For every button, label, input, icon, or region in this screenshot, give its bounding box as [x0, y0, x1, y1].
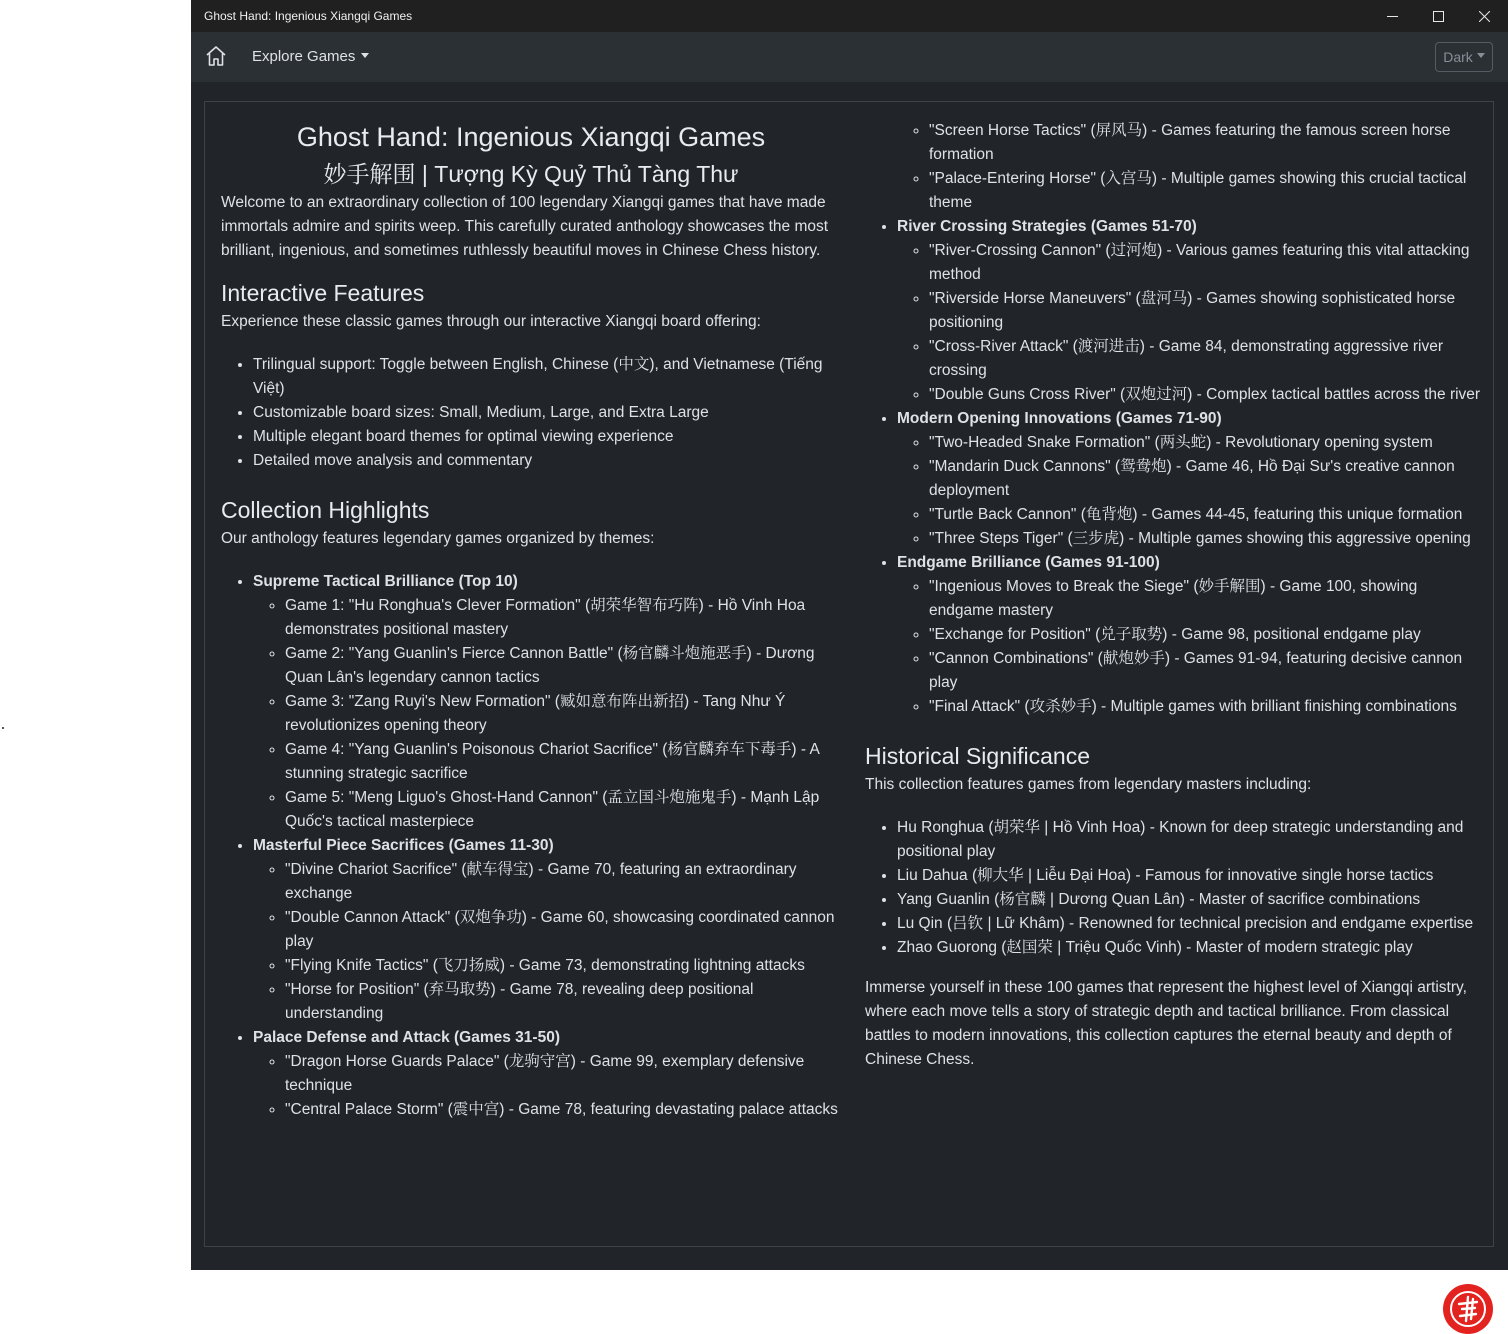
highlight-item: ◦ "Turtle Back Cannon" (龟背炮) - Games 44-45, featuring this unique formation — [929, 503, 1485, 527]
highlight-item: ◦ Game 5: "Meng Liguo's Ghost-Hand Cannon" (孟立国斗炮施鬼手) - Mạnh Lập Quốc's tactical masterpiece — [285, 786, 841, 834]
page-subtitle: 妙手解围 | Tượng Kỳ Quỷ Thủ Tàng Thư — [323, 161, 739, 187]
highlight-group-title: Supreme Tactical Brilliance (Top 10) — [253, 573, 518, 590]
highlight-item: ◦ "Horse for Position" (弃马取势) - Game 78, revealing deep positional understanding — [285, 978, 841, 1026]
highlight-item: ◦ "Double Cannon Attack" (双炮争功) - Game 60, showcasing coordinated cannon play — [285, 906, 841, 954]
page-title: Ghost Hand: Ingenious Xiangqi Games — [296, 122, 766, 152]
maximize-button[interactable] — [1415, 0, 1461, 32]
theme-label: Dark — [1443, 49, 1473, 65]
highlight-item: ◦ "Flying Knife Tactics" (飞刀扬威) - Game 73, demonstrating lightning attacks — [285, 954, 841, 978]
highlight-item: ◦ Game 2: "Yang Guanlin's Fierce Cannon Battle" (杨官麟斗炮施恶手) - Dương Quan Lân's legendary cannon tactics — [285, 642, 841, 690]
highlight-item: ◦ "Cross-River Attack" (渡河进击) - Game 84, demonstrating aggressive river crossing — [929, 335, 1485, 383]
title-bar — [191, 0, 1508, 32]
theme-dropdown-button[interactable] — [1435, 42, 1493, 72]
window-title: Ghost Hand: Ingenious Xiangqi Games — [204, 9, 413, 23]
maximize-icon — [1433, 11, 1444, 22]
feature-item: • Trilingual support: Toggle between English, Chinese (中文), and Vietnamese (Tiếng Việt) — [253, 353, 841, 401]
highlight-item: ◦ "Central Palace Storm" (震中宫) - Game 78, featuring devastating palace attacks — [285, 1098, 841, 1122]
highlights-heading: Collection Highlights — [221, 497, 430, 523]
minimize-button[interactable] — [1369, 0, 1415, 32]
highlight-group-continued — [897, 119, 1485, 215]
master-item: • Hu Ronghua (胡荣华 | Hồ Vinh Hoa) - Known for deep strategic understanding and positional play — [897, 816, 1485, 864]
highlight-sublist — [897, 119, 1485, 215]
highlight-item: ◦ "Exchange for Position" (兑子取势) - Game 98, positional endgame play — [929, 623, 1485, 647]
highlight-group-title: Endgame Brilliance (Games 91-100) — [897, 554, 1160, 571]
highlight-group-title: Masterful Piece Sacrifices (Games 11-30) — [253, 837, 554, 854]
master-item: • Liu Dahua (柳大华 | Liễu Đại Hoa) - Famous for innovative single horse tactics — [897, 864, 1485, 888]
highlight-item: ◦ "River-Crossing Cannon" (过河炮) - Various games featuring this vital attacking method — [929, 239, 1485, 287]
highlight-group — [253, 834, 841, 1026]
left-column — [221, 102, 841, 1122]
stray-dot — [2, 727, 4, 729]
content-panel — [204, 101, 1494, 1247]
highlight-sublist — [253, 858, 841, 1026]
xiangqi-fab-button[interactable] — [1443, 1284, 1493, 1334]
highlight-item: ◦ "Screen Horse Tactics" (屏风马) - Games featuring the famous screen horse formation — [929, 119, 1485, 167]
xiangqi-logo-icon — [1448, 1289, 1488, 1329]
highlights-list — [221, 570, 841, 1122]
highlight-item: ◦ Game 3: "Zang Ruyi's New Formation" (臧如意布阵出新招) - Tang Như Ý revolutionizes opening theory — [285, 690, 841, 738]
highlight-item: ◦ "Divine Chariot Sacrifice" (献车得宝) - Game 70, featuring an extraordinary exchange — [285, 858, 841, 906]
home-button[interactable] — [204, 44, 228, 68]
close-button[interactable] — [1461, 0, 1507, 32]
highlight-item: ◦ "Cannon Combinations" (献炮妙手) - Games 91-94, featuring decisive cannon play — [929, 647, 1485, 695]
explore-games-label: Explore Games — [252, 48, 356, 65]
highlight-item: ◦ "Riverside Horse Maneuvers" (盘河马) - Games showing sophisticated horse positioning — [929, 287, 1485, 335]
highlights-lead: Our anthology features legendary games organized by themes: — [221, 530, 655, 547]
intro-paragraph: Welcome to an extraordinary collection of 100 legendary Xiangqi games that have made immortals admire and spirits weep. This carefully curated anthology showcases the most brilliant, ingenious, and sometimes ruthlessly beautiful moves in Chinese Chess history. — [221, 194, 829, 259]
highlight-item: ◦ "Three Steps Tiger" (三步虎) - Multiple games showing this aggressive opening — [929, 527, 1485, 551]
feature-item: • Multiple elegant board themes for optimal viewing experience — [253, 425, 841, 449]
master-item: • Yang Guanlin (杨官麟 | Dương Quan Lân) - Master of sacrifice combinations — [897, 888, 1485, 912]
top-navbar — [191, 32, 1508, 82]
highlight-item: ◦ Game 1: "Hu Ronghua's Clever Formation" (胡荣华智布巧阵) - Hồ Vinh Hoa demonstrates positional mastery — [285, 594, 841, 642]
highlight-group — [253, 1026, 841, 1122]
highlight-sublist — [253, 1050, 841, 1122]
minimize-icon — [1387, 11, 1398, 22]
highlight-sublist — [897, 239, 1485, 407]
highlight-group — [253, 570, 841, 834]
features-lead: Experience these classic games through our interactive Xiangqi board offering: — [221, 313, 761, 330]
highlight-group — [897, 215, 1485, 407]
history-lead: This collection features games from legendary masters including: — [865, 776, 1312, 793]
highlight-group — [897, 407, 1485, 551]
master-item: • Lu Qin (吕钦 | Lữ Khâm) - Renowned for technical precision and endgame expertise — [897, 912, 1485, 936]
explore-games-dropdown[interactable] — [252, 48, 369, 65]
history-list — [865, 816, 1485, 960]
chevron-down-icon — [1477, 53, 1485, 58]
right-column — [865, 102, 1485, 1072]
highlight-sublist — [897, 575, 1485, 719]
highlight-group-title: Modern Opening Innovations (Games 71-90) — [897, 410, 1222, 427]
highlight-group-title: Palace Defense and Attack (Games 31-50) — [253, 1029, 560, 1046]
closing-paragraph: Immerse yourself in these 100 games that represent the highest level of Xiangqi artistry, where each move tells a story of strategic depth and tactical brilliance. From classical battles to modern innovations, this collection captures the eternal beauty and depth of Chinese Chess. — [865, 979, 1467, 1068]
master-item: • Zhao Guorong (赵国荣 | Triệu Quốc Vinh) - Master of modern strategic play — [897, 936, 1485, 960]
chevron-down-icon — [361, 53, 369, 58]
close-icon — [1479, 11, 1490, 22]
highlight-item: ◦ "Two-Headed Snake Formation" (两头蛇) - Revolutionary opening system — [929, 431, 1485, 455]
highlight-item: ◦ "Dragon Horse Guards Palace" (龙驹守宫) - Game 99, exemplary defensive technique — [285, 1050, 841, 1098]
highlight-item: ◦ "Ingenious Moves to Break the Siege" (妙手解围) - Game 100, showing endgame mastery — [929, 575, 1485, 623]
highlight-item: ◦ "Palace-Entering Horse" (入宫马) - Multiple games showing this crucial tactical theme — [929, 167, 1485, 215]
highlights-list-continued — [865, 119, 1485, 719]
features-list — [221, 353, 841, 473]
highlight-sublist — [897, 431, 1485, 551]
highlight-sublist — [253, 594, 841, 834]
app-window — [191, 0, 1508, 1270]
home-icon — [204, 44, 228, 68]
highlight-item: ◦ "Double Guns Cross River" (双炮过河) - Complex tactical battles across the river — [929, 383, 1485, 407]
highlight-item: ◦ "Mandarin Duck Cannons" (鸳鸯炮) - Game 46, Hồ Đại Sư's creative cannon deployment — [929, 455, 1485, 503]
highlight-group-title: River Crossing Strategies (Games 51-70) — [897, 218, 1197, 235]
history-heading: Historical Significance — [865, 743, 1090, 769]
highlight-item: ◦ Game 4: "Yang Guanlin's Poisonous Chariot Sacrifice" (杨官麟弃车下毒手) - A stunning strategic sacrifice — [285, 738, 841, 786]
features-heading: Interactive Features — [221, 280, 425, 306]
feature-item: • Detailed move analysis and commentary — [253, 449, 841, 473]
highlight-group — [897, 551, 1485, 719]
highlight-item: ◦ "Final Attack" (攻杀妙手) - Multiple games with brilliant finishing combinations — [929, 695, 1485, 719]
feature-item: • Customizable board sizes: Small, Medium, Large, and Extra Large — [253, 401, 841, 425]
